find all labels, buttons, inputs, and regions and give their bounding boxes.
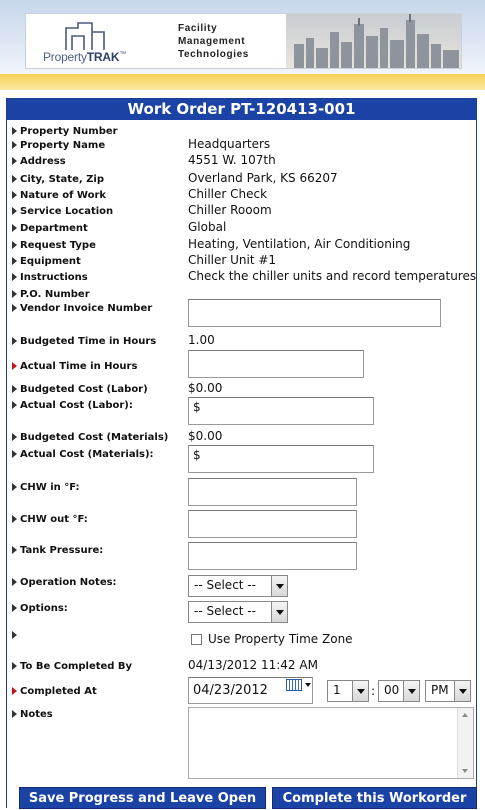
header-accent-band [0, 74, 485, 90]
completed-at-minute-select[interactable] [378, 680, 420, 702]
nature-of-work-value: Chiller Check [188, 187, 268, 201]
hour-selected: 1 [333, 683, 341, 697]
logo-suffix: TRAK [86, 50, 120, 64]
bullet-arrow-icon [12, 662, 17, 670]
department-label: Department [12, 222, 88, 235]
bullet-arrow-icon [12, 515, 17, 523]
bullet-arrow-icon [12, 546, 17, 554]
operation-notes-selected: -- Select -- [194, 578, 256, 592]
bullet-arrow-icon [12, 337, 17, 345]
city-skyline-image [286, 14, 461, 68]
actual-cost-materials-label: Actual Cost (Materials): [12, 448, 154, 461]
equipment-label: Equipment [12, 255, 81, 268]
to-be-completed-by-value: 04/13/2012 11:42 AM [188, 658, 318, 672]
tagline-line-3: Technologies [178, 49, 249, 60]
save-progress-button[interactable]: Save Progress and Leave Open [19, 787, 266, 809]
chw-out-label: CHW out °F: [12, 513, 88, 526]
tank-pressure-input[interactable] [188, 542, 357, 570]
bullet-arrow-icon [12, 578, 17, 586]
completed-at-date-input[interactable]: 04/23/2012 [188, 677, 313, 704]
operation-notes-label: Operation Notes: [12, 576, 117, 589]
budgeted-cost-labor-label: Budgeted Cost (Labor) [12, 383, 148, 396]
actual-time-label: Actual Time in Hours [12, 360, 137, 373]
request-type-label: Request Type [12, 239, 96, 252]
property-name-label: Property Name [12, 139, 105, 152]
budgeted-cost-materials-label: Budgeted Cost (Materials) [12, 431, 168, 444]
dropdown-arrow-icon[interactable] [403, 681, 419, 701]
address-label: Address [12, 155, 66, 168]
bullet-arrow-icon [12, 631, 17, 639]
to-be-completed-by-label: To Be Completed By [12, 660, 132, 673]
bullet-arrow-icon [12, 141, 17, 149]
dropdown-arrow-icon[interactable] [271, 576, 287, 596]
property-number-label: Property Number [12, 125, 118, 138]
address-value: 4551 W. 107th [188, 153, 276, 167]
ampm-selected: PM [431, 683, 449, 697]
city-state-zip-label: City, State, Zip [12, 173, 104, 186]
tank-pressure-label: Tank Pressure: [12, 544, 103, 557]
vendor-invoice-label: Vendor Invoice Number [12, 302, 152, 315]
time-zone-bullet [12, 629, 20, 642]
bullet-arrow-icon [12, 191, 17, 199]
notes-scrollbar[interactable] [457, 708, 473, 778]
bullet-arrow-icon [12, 290, 17, 298]
service-location-label: Service Location [12, 205, 113, 218]
options-selected: -- Select -- [194, 604, 256, 618]
tagline-line-2: Management [178, 36, 246, 47]
bullet-arrow-icon [12, 175, 17, 183]
instructions-value: Check the chiller units and record temperatures [188, 269, 477, 283]
notes-textarea[interactable] [188, 707, 474, 779]
trademark-mark: ™ [119, 51, 127, 58]
tagline-line-1: Facility [178, 23, 218, 34]
bullet-arrow-icon [12, 401, 17, 409]
bullet-arrow-icon [12, 241, 17, 249]
bullet-arrow-icon [12, 224, 17, 232]
completed-at-label: Completed At [12, 685, 97, 698]
bullet-arrow-icon [12, 157, 17, 165]
bullet-arrow-icon [12, 304, 17, 312]
budgeted-time-value: 1.00 [188, 333, 215, 347]
bullet-arrow-icon [12, 385, 17, 393]
nature-of-work-label: Nature of Work [12, 189, 106, 202]
property-name-value: Headquarters [188, 137, 271, 151]
budgeted-time-label: Budgeted Time in Hours [12, 335, 156, 348]
dropdown-arrow-icon[interactable] [271, 602, 287, 622]
chw-in-input[interactable] [188, 478, 357, 506]
use-property-time-zone-checkbox[interactable] [191, 634, 202, 645]
budgeted-cost-materials-value: $0.00 [188, 429, 223, 443]
vendor-invoice-input[interactable] [188, 299, 441, 327]
actual-time-input[interactable] [188, 350, 364, 378]
calendar-icon[interactable] [286, 679, 302, 691]
company-tagline [178, 22, 249, 61]
logo-wordmark [43, 50, 126, 64]
bullet-arrow-icon [12, 710, 17, 718]
bullet-arrow-icon [12, 604, 17, 612]
bullet-arrow-icon [12, 257, 17, 265]
use-property-time-zone-label: Use Property Time Zone [208, 632, 353, 646]
chw-out-input[interactable] [188, 510, 357, 538]
bullet-arrow-icon [12, 127, 17, 135]
service-location-value: Chiller Rooom [188, 203, 272, 217]
completed-at-hour-select[interactable] [327, 680, 369, 702]
app-header [0, 0, 485, 92]
required-arrow-icon [12, 362, 17, 370]
bullet-arrow-icon [12, 483, 17, 491]
bullet-arrow-icon [12, 207, 17, 215]
work-order-form [6, 98, 477, 808]
actual-cost-materials-input[interactable]: $ [188, 445, 374, 473]
minute-selected: 00 [384, 683, 400, 697]
dropdown-arrow-icon[interactable] [352, 681, 368, 701]
bullet-arrow-icon [12, 273, 17, 281]
request-type-value: Heating, Ventilation, Air Conditioning [188, 237, 411, 251]
actual-cost-labor-input[interactable]: $ [188, 397, 374, 425]
work-order-title: Work Order PT-120413-001 [7, 99, 476, 120]
dropdown-arrow-icon[interactable] [454, 681, 470, 701]
chw-in-label: CHW in °F: [12, 481, 80, 494]
instructions-label: Instructions [12, 271, 88, 284]
scroll-up-icon[interactable] [462, 713, 468, 717]
operation-notes-select[interactable] [188, 575, 288, 597]
required-arrow-icon [12, 687, 17, 695]
city-state-zip-value: Overland Park, KS 66207 [188, 171, 338, 185]
completed-at-ampm-select[interactable] [425, 680, 471, 702]
equipment-value: Chiller Unit #1 [188, 253, 277, 267]
complete-workorder-button[interactable]: Complete this Workorder [272, 787, 477, 809]
budgeted-cost-labor-value: $0.00 [188, 381, 223, 395]
scroll-down-icon[interactable] [462, 769, 468, 773]
bullet-arrow-icon [12, 433, 17, 441]
time-separator: : [371, 684, 376, 698]
department-value: Global [188, 220, 227, 234]
po-number-label: P.O. Number [12, 288, 90, 301]
actual-cost-labor-label: Actual Cost (Labor): [12, 399, 133, 412]
options-select[interactable] [188, 601, 288, 623]
bullet-arrow-icon [12, 450, 17, 458]
calendar-dropdown-icon[interactable] [305, 683, 311, 687]
logo-prefix: Property [43, 50, 87, 64]
brand-banner [25, 13, 462, 69]
options-label: Options: [12, 602, 68, 615]
notes-label: Notes [12, 708, 53, 721]
